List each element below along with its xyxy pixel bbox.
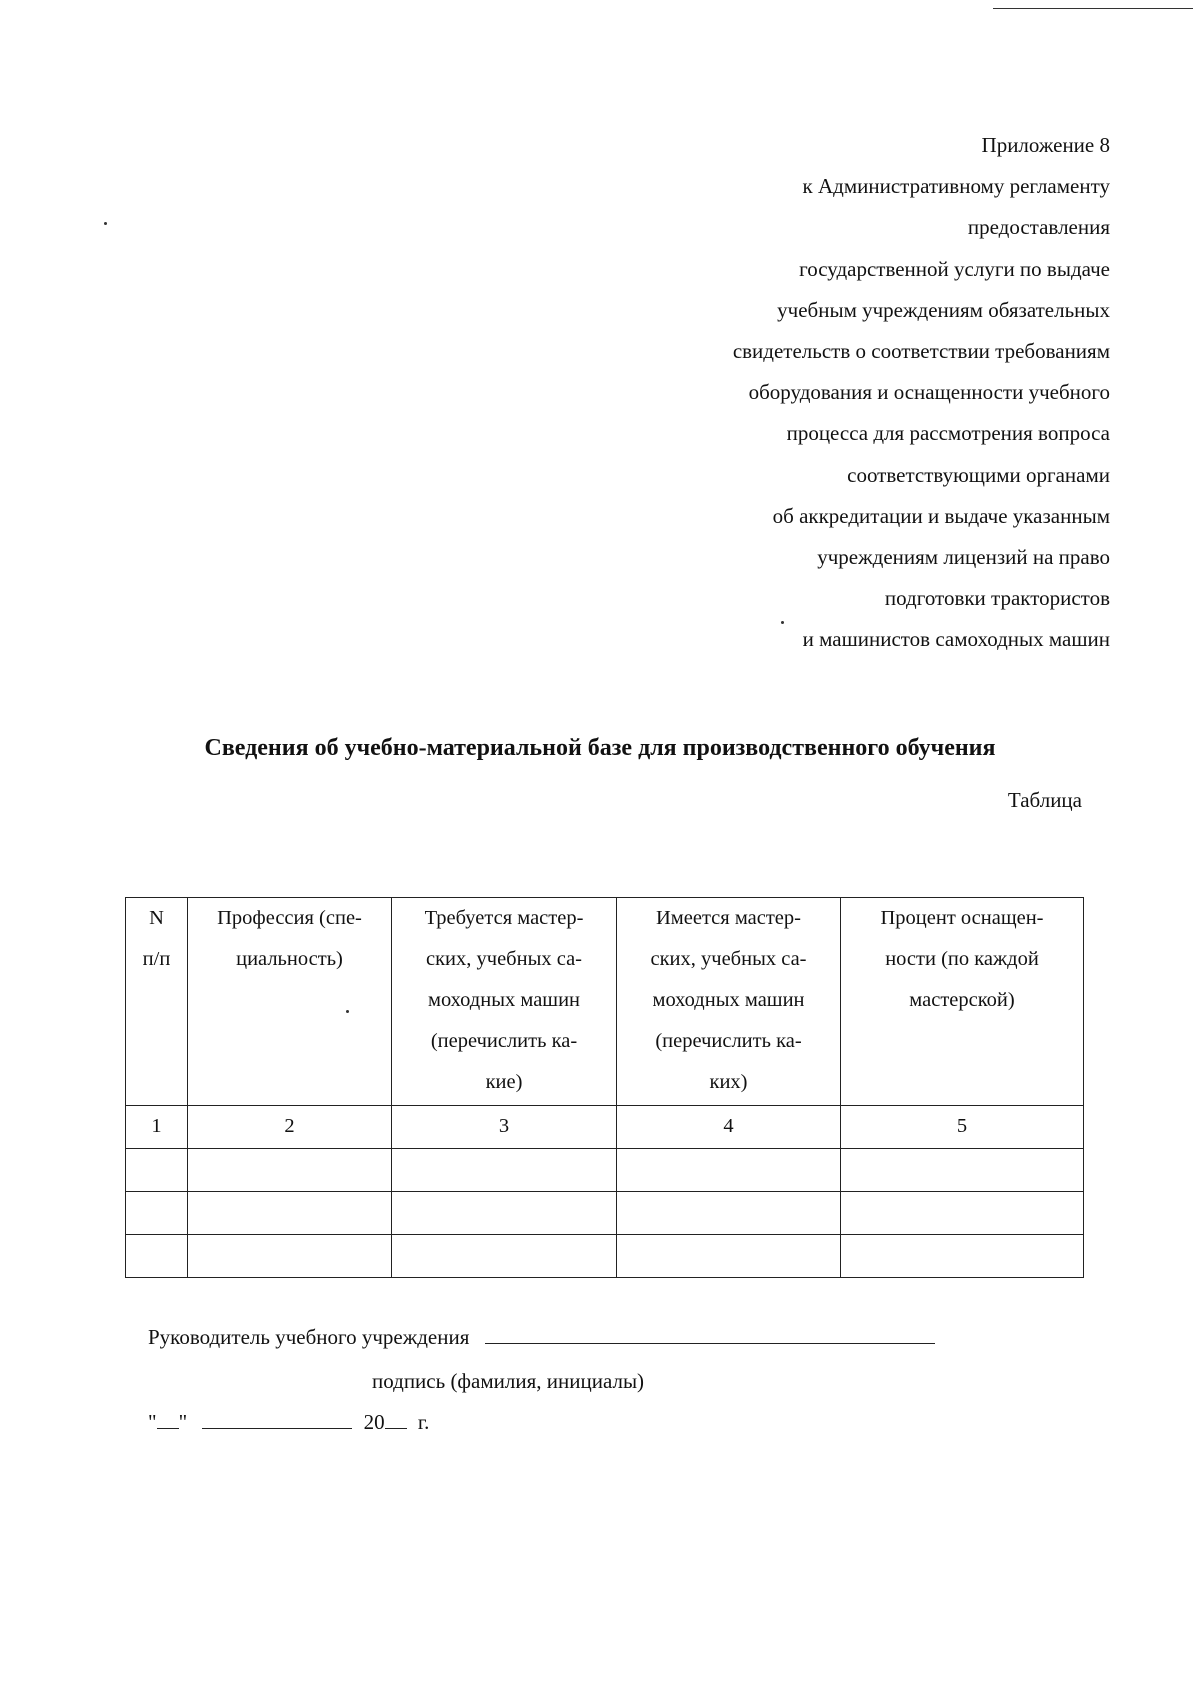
column-number-row [126,1106,1084,1149]
header-line: подготовки трактористов [884,586,1110,611]
quote-open: " [148,1410,157,1434]
column-number-cell: 4 [617,1106,841,1149]
header-line: Приложение 8 [981,133,1110,157]
header-line: моходных машин [427,989,581,1011]
header-line: Требуется мастер- [424,907,584,929]
table-cell[interactable] [617,1235,841,1278]
header-line: об аккредитации и выдаче указанным [772,503,1110,528]
table-row [126,1149,1084,1192]
header-line: ских, учебных са- [425,948,582,970]
header-line: циальность) [236,948,343,970]
table-cell[interactable] [617,1192,841,1235]
month-field[interactable] [202,1412,352,1429]
document-title: Сведения об учебно-материальной базе для производственного обучения [204,735,996,761]
table-cell[interactable] [617,1149,841,1192]
date-line [148,1410,429,1435]
header-line: N [149,907,164,929]
column-number-cell: 5 [841,1106,1084,1149]
column-number-cell: 1 [126,1106,188,1149]
table-cell[interactable] [841,1192,1084,1235]
table-row [126,1235,1084,1278]
day-field[interactable] [157,1412,179,1429]
header-cell-required [392,898,617,1106]
table-cell[interactable] [841,1235,1084,1278]
header-cell-profession [188,898,392,1106]
column-number-cell: 3 [392,1106,617,1149]
table-cell[interactable] [392,1192,617,1235]
year-prefix: 20 [363,1410,385,1434]
quote-close: " [178,1410,188,1434]
header-line: государственной услуги по выдаче [799,256,1110,281]
header-line: ности (по каждой [885,948,1039,970]
header-line: (перечислить ка- [430,1030,578,1052]
header-line: процесса для рассмотрения вопроса [786,421,1110,446]
top-edge-rule [993,8,1193,9]
appendix-header [550,125,1110,660]
header-line: учебным учреждениям обязательных [777,297,1110,322]
table-row [126,1192,1084,1235]
header-line: (перечислить ка- [655,1030,802,1052]
column-number-cell: 2 [188,1106,392,1149]
header-line: свидетельств о соответствии требованиям [732,338,1110,363]
table-cell[interactable] [188,1192,392,1235]
header-line: ких) [709,1071,748,1093]
header-line: Процент оснащен- [880,907,1044,929]
header-line: и машинистов самоходных машин [802,627,1110,652]
table-header-row [126,898,1084,1106]
head-label: Руководитель учебного учреждения [148,1325,470,1349]
table-cell[interactable] [841,1149,1084,1192]
table-cell[interactable] [392,1235,617,1278]
year-suffix: г. [417,1410,430,1434]
header-line: моходных машин [652,989,805,1011]
header-cell-number [126,898,188,1106]
table-cell[interactable] [126,1192,188,1235]
table-cell[interactable] [126,1149,188,1192]
header-line: кие) [485,1071,523,1093]
table-cell[interactable] [188,1149,392,1192]
signature-caption: подпись (фамилия, инициалы) [372,1369,645,1393]
header-line: ских, учебных са- [650,948,807,970]
header-line: учреждениям лицензий на право [817,544,1110,569]
header-cell-available [617,898,841,1106]
scan-speck [104,222,107,225]
header-cell-percent [841,898,1084,1106]
table-cell[interactable] [188,1235,392,1278]
header-line: Имеется мастер- [655,907,801,929]
head-signature-line [148,1325,935,1350]
table-label: Таблица [1007,788,1082,812]
table-cell[interactable] [126,1235,188,1278]
year-field[interactable] [385,1412,407,1429]
header-line: соответствующими органами [847,462,1110,487]
header-line: п/п [142,948,171,970]
header-line: оборудования и оснащенности учебного [748,380,1110,405]
header-line: предоставления [967,215,1110,240]
header-line: к Административному регламенту [802,174,1110,199]
header-line: Профессия (спе- [217,907,362,929]
header-line: мастерской) [909,989,1015,1011]
signature-field[interactable] [485,1325,935,1344]
table-cell[interactable] [392,1149,617,1192]
material-base-table [125,897,1084,1278]
